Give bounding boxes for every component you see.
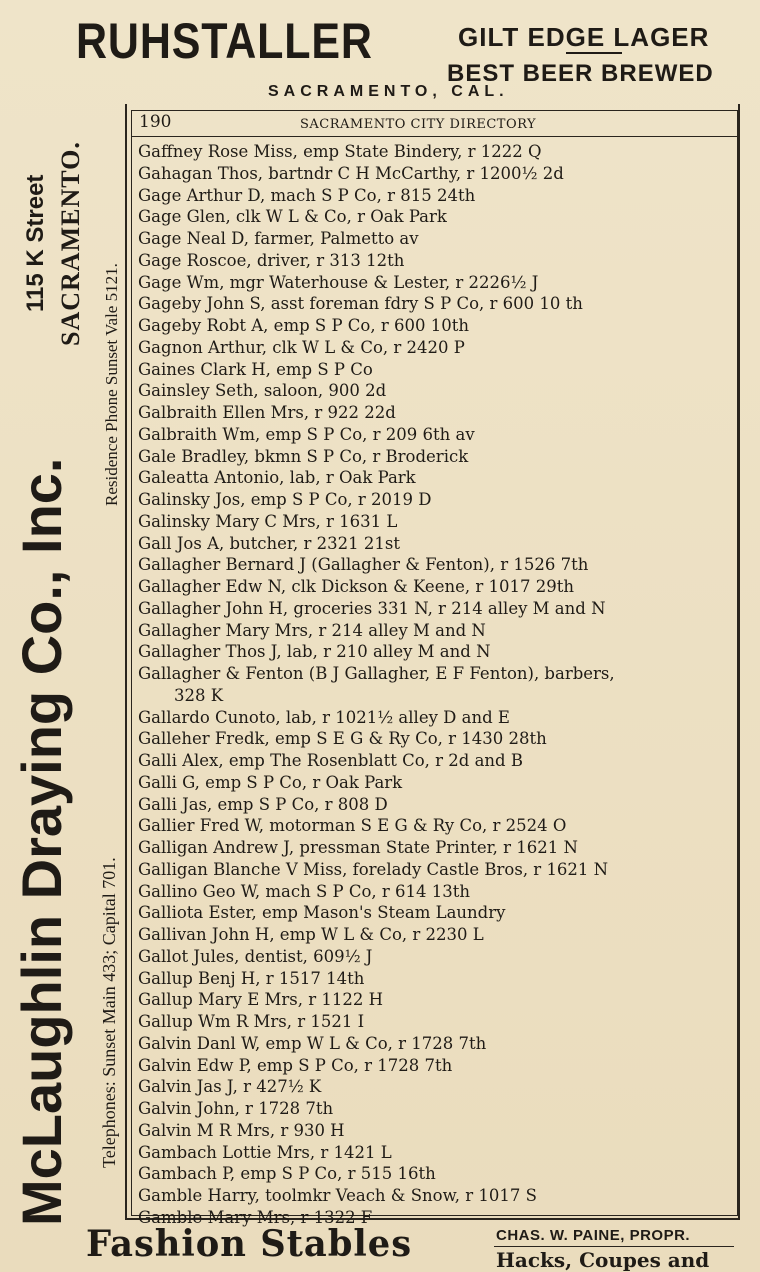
directory-entry: Galvin Jas J, r 427½ K	[138, 1077, 322, 1097]
directory-entry: Gaines Clark H, emp S P Co	[138, 359, 373, 379]
directory-entry: Galleher Fredk, emp S E G & Ry Co, r 1430 28th	[138, 729, 547, 749]
directory-entry: Gageby John S, asst foreman fdry S P Co, r 600 10 th	[138, 294, 583, 314]
directory-entry: Gallivan John H, emp W L & Co, r 2230 L	[138, 925, 484, 944]
directory-entry: Galeatta Antonio, lab, r Oak Park	[138, 468, 416, 488]
directory-entry: Gallino Geo W, mach S P Co, r 614 13th	[138, 881, 471, 901]
directory-entry: Gage Neal D, farmer, Palmetto av	[138, 229, 419, 248]
brewery-brand: RUHSTALLER	[76, 13, 373, 69]
header-rule	[132, 136, 737, 137]
directory-entry: Gageby Robt A, emp S P Co, r 600 10th	[138, 316, 469, 335]
slogan-divider	[566, 52, 622, 54]
directory-entry: Galligan Blanche V Miss, forelady Castle Bros, r 1621 N	[138, 859, 609, 879]
directory-entry: Galbraith Wm, emp S P Co, r 209 6th av	[138, 424, 475, 444]
directory-entry: Galliota Ester, emp Mason's Steam Laundry	[138, 903, 506, 923]
directory-entry: Gage Glen, clk W L & Co, r Oak Park	[138, 207, 447, 227]
slogan-line-1: GILT EDGE LAGER	[458, 22, 710, 52]
top-advertisement	[0, 0, 760, 104]
directory-entry: Gambach Lottie Mrs, r 1421 L	[138, 1142, 392, 1162]
side-ad-company: McLaughlin Draying Co., Inc.	[10, 457, 73, 1226]
directory-entry: Galvin Danl W, emp W L & Co, r 1728 7th	[138, 1033, 487, 1053]
directory-entry: Gahagan Thos, bartndr C H McCarthy, r 1200½ 2d	[138, 163, 564, 183]
directory-entry: Gallagher John H, groceries 331 N, r 214 alley M and N	[138, 598, 606, 618]
page-number: 190	[139, 112, 172, 132]
directory-entry: Galli Jas, emp S P Co, r 808 D	[138, 794, 388, 814]
directory-entry: Gall Jos A, butcher, r 2321 21st	[138, 533, 400, 553]
directory-entry: Galinsky Mary C Mrs, r 1631 L	[138, 511, 398, 531]
stables-name: Fashion Stables	[86, 1223, 413, 1265]
directory-entry: Gamble Mary Mrs, r 1322 F	[138, 1207, 373, 1227]
directory-entry: Gallardo Cunoto, lab, r 1021½ alley D and E	[138, 707, 510, 727]
directory-entry: Gallier Fred W, motorman S E G & Ry Co, r 2524 O	[138, 816, 567, 836]
directory-entry: Galinsky Jos, emp S P Co, r 2019 D	[138, 490, 432, 509]
side-ad-address: 115 K Street	[22, 174, 49, 312]
directory-entry: Gambach P, emp S P Co, r 515 16th	[138, 1164, 436, 1184]
brewery-city: SACRAMENTO, CAL.	[268, 83, 509, 100]
running-head: SACRAMENTO CITY DIRECTORY	[300, 117, 537, 132]
directory-entry: Gale Bradley, bkmn S P Co, r Broderick	[138, 446, 469, 466]
directory-entry: Gallagher Edw N, clk Dickson & Keene, r 1017 29th	[138, 577, 574, 596]
directory-entry: Gage Arthur D, mach S P Co, r 815 24th	[138, 185, 476, 205]
stables-services: Hacks, Coupes and	[496, 1248, 710, 1272]
side-ad-residence-phone: Residence Phone Sunset Vale 5121.	[102, 263, 121, 506]
directory-entry: Gallagher Bernard J (Gallagher & Fenton), r 1526 7th	[138, 555, 589, 575]
directory-entry: Galli Alex, emp The Rosenblatt Co, r 2d and B	[138, 751, 523, 770]
directory-entry: Galvin Edw P, emp S P Co, r 1728 7th	[138, 1055, 453, 1075]
directory-entry: Gallagher Thos J, lab, r 210 alley M and N	[138, 642, 491, 662]
directory-entry: Gainsley Seth, saloon, 900 2d	[138, 381, 387, 401]
directory-entry: Gage Wm, mgr Waterhouse & Lester, r 2226½ J	[138, 272, 539, 292]
directory-entry: Gage Roscoe, driver, r 313 12th	[138, 250, 405, 270]
directory-entry: Gallot Jules, dentist, 609½ J	[138, 946, 373, 966]
directory-entry: Gallagher Mary Mrs, r 214 alley M and N	[138, 620, 486, 640]
directory-entry: Gallagher & Fenton (B J Gallagher, E F Fenton), barbers,	[138, 664, 615, 683]
directory-entry: Galligan Andrew J, pressman State Printer, r 1621 N	[138, 838, 578, 857]
directory-entry: Galbraith Ellen Mrs, r 922 22d	[138, 403, 396, 422]
directory-entry: Gallup Benj H, r 1517 14th	[138, 968, 365, 988]
stables-proprietor: CHAS. W. PAINE, PROPR.	[496, 1227, 691, 1244]
directory-entry: Galvin John, r 1728 7th	[138, 1099, 334, 1118]
directory-entry: Galli G, emp S P Co, r Oak Park	[138, 772, 403, 792]
slogan-line-2: BEST BEER BREWED	[447, 60, 714, 87]
directory-entry: Gallup Wm R Mrs, r 1521 I	[138, 1012, 365, 1031]
directory-entry: Gallup Mary E Mrs, r 1122 H	[138, 990, 383, 1010]
directory-entries	[138, 141, 734, 1229]
directory-entry: Galvin M R Mrs, r 930 H	[138, 1120, 345, 1140]
directory-entry: Gamble Harry, toolmkr Veach & Snow, r 1017 S	[138, 1186, 537, 1205]
side-ad-telephones: Telephones: Sunset Main 433; Capital 701.	[99, 857, 119, 1168]
side-ad-city: SACRAMENTO.	[56, 141, 85, 346]
directory-entry: Gaffney Rose Miss, emp State Bindery, r 1222 Q	[138, 142, 542, 161]
directory-entry: 328 K	[174, 685, 224, 705]
stables-divider	[494, 1246, 734, 1247]
directory-entry: Gagnon Arthur, clk W L & Co, r 2420 P	[138, 337, 465, 357]
